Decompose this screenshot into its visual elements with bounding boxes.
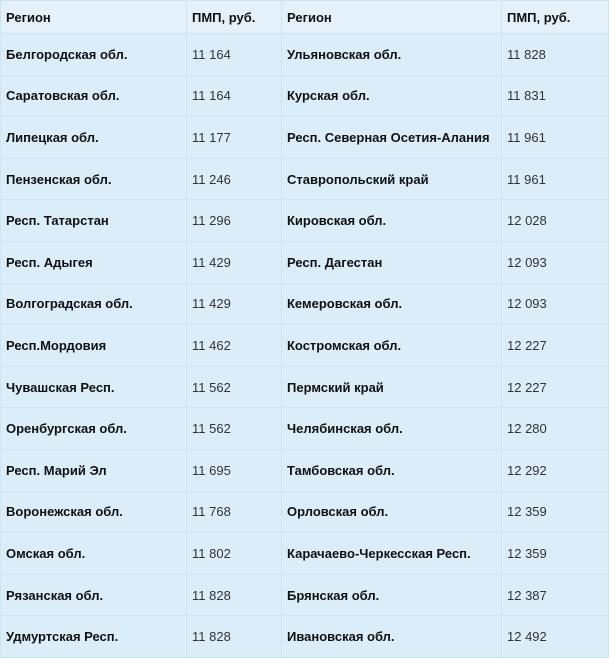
- region-cell-left: Респ. Марий Эл: [1, 449, 187, 491]
- value-cell-left: 11 695: [187, 449, 282, 491]
- table-row: [1, 283, 609, 325]
- table-row: [1, 533, 609, 575]
- header-region-left: Регион: [1, 1, 187, 34]
- region-cell-right: Пермский край: [282, 366, 502, 408]
- table-row: [1, 158, 609, 200]
- value-cell-left: 11 828: [187, 616, 282, 658]
- table-row: [1, 366, 609, 408]
- value-cell-left: 11 768: [187, 491, 282, 533]
- region-cell-right: Кемеровская обл.: [282, 283, 502, 325]
- region-cell-left: Пензенская обл.: [1, 158, 187, 200]
- table-row: [1, 200, 609, 242]
- table-row: [1, 574, 609, 616]
- region-cell-right: Карачаево-Черкесская Респ.: [282, 533, 502, 575]
- value-cell-right: 12 359: [502, 491, 609, 533]
- region-cell-right: Орловская обл.: [282, 491, 502, 533]
- value-cell-right: 12 359: [502, 533, 609, 575]
- region-cell-right: Костромская обл.: [282, 325, 502, 367]
- value-cell-left: 11 164: [187, 34, 282, 76]
- region-cell-left: Волгоградская обл.: [1, 283, 187, 325]
- table-row: [1, 117, 609, 159]
- value-cell-right: 12 227: [502, 325, 609, 367]
- region-cell-right: Брянская обл.: [282, 574, 502, 616]
- region-cell-left: Омская обл.: [1, 533, 187, 575]
- value-cell-right: 12 227: [502, 366, 609, 408]
- value-cell-left: 11 802: [187, 533, 282, 575]
- table-row: [1, 34, 609, 76]
- region-cell-left: Чувашская Респ.: [1, 366, 187, 408]
- table-row: [1, 449, 609, 491]
- value-cell-right: 12 387: [502, 574, 609, 616]
- table-row: [1, 491, 609, 533]
- value-cell-right: 12 093: [502, 283, 609, 325]
- region-cell-right: Тамбовская обл.: [282, 449, 502, 491]
- region-cell-right: Респ. Дагестан: [282, 241, 502, 283]
- region-cell-right: Ивановская обл.: [282, 616, 502, 658]
- value-cell-right: 11 961: [502, 117, 609, 159]
- header-value-right: ПМП, руб.: [502, 1, 609, 34]
- region-cell-left: Респ.Мордовия: [1, 325, 187, 367]
- value-cell-right: 11 828: [502, 34, 609, 76]
- value-cell-left: 11 296: [187, 200, 282, 242]
- table-header-row: [1, 1, 609, 34]
- value-cell-left: 11 164: [187, 75, 282, 117]
- value-cell-left: 11 562: [187, 366, 282, 408]
- table-row: [1, 408, 609, 450]
- value-cell-left: 11 177: [187, 117, 282, 159]
- value-cell-right: 12 280: [502, 408, 609, 450]
- value-cell-right: 11 831: [502, 75, 609, 117]
- region-cell-left: Белгородская обл.: [1, 34, 187, 76]
- value-cell-right: 12 093: [502, 241, 609, 283]
- region-cell-left: Респ. Татарстан: [1, 200, 187, 242]
- region-cell-left: Оренбургская обл.: [1, 408, 187, 450]
- table-row: [1, 75, 609, 117]
- region-cell-left: Саратовская обл.: [1, 75, 187, 117]
- region-cell-right: Курская обл.: [282, 75, 502, 117]
- region-cell-right: Ставропольский край: [282, 158, 502, 200]
- table-row: [1, 325, 609, 367]
- region-cell-left: Липецкая обл.: [1, 117, 187, 159]
- table-row: [1, 616, 609, 658]
- value-cell-left: 11 562: [187, 408, 282, 450]
- region-cell-right: Кировская обл.: [282, 200, 502, 242]
- value-cell-right: 12 028: [502, 200, 609, 242]
- region-cell-left: Воронежская обл.: [1, 491, 187, 533]
- header-region-right: Регион: [282, 1, 502, 34]
- value-cell-left: 11 462: [187, 325, 282, 367]
- region-cell-left: Удмуртская Респ.: [1, 616, 187, 658]
- value-cell-left: 11 429: [187, 241, 282, 283]
- region-cell-right: Респ. Северная Осетия-Алания: [282, 117, 502, 159]
- header-value-left: ПМП, руб.: [187, 1, 282, 34]
- region-cell-right: Челябинская обл.: [282, 408, 502, 450]
- table-row: [1, 241, 609, 283]
- value-cell-right: 12 292: [502, 449, 609, 491]
- value-cell-left: 11 828: [187, 574, 282, 616]
- region-cell-right: Ульяновская обл.: [282, 34, 502, 76]
- region-cell-left: Респ. Адыгея: [1, 241, 187, 283]
- table-body: [1, 34, 609, 658]
- value-cell-left: 11 429: [187, 283, 282, 325]
- value-cell-left: 11 246: [187, 158, 282, 200]
- region-cell-left: Рязанская обл.: [1, 574, 187, 616]
- value-cell-right: 11 961: [502, 158, 609, 200]
- value-cell-right: 12 492: [502, 616, 609, 658]
